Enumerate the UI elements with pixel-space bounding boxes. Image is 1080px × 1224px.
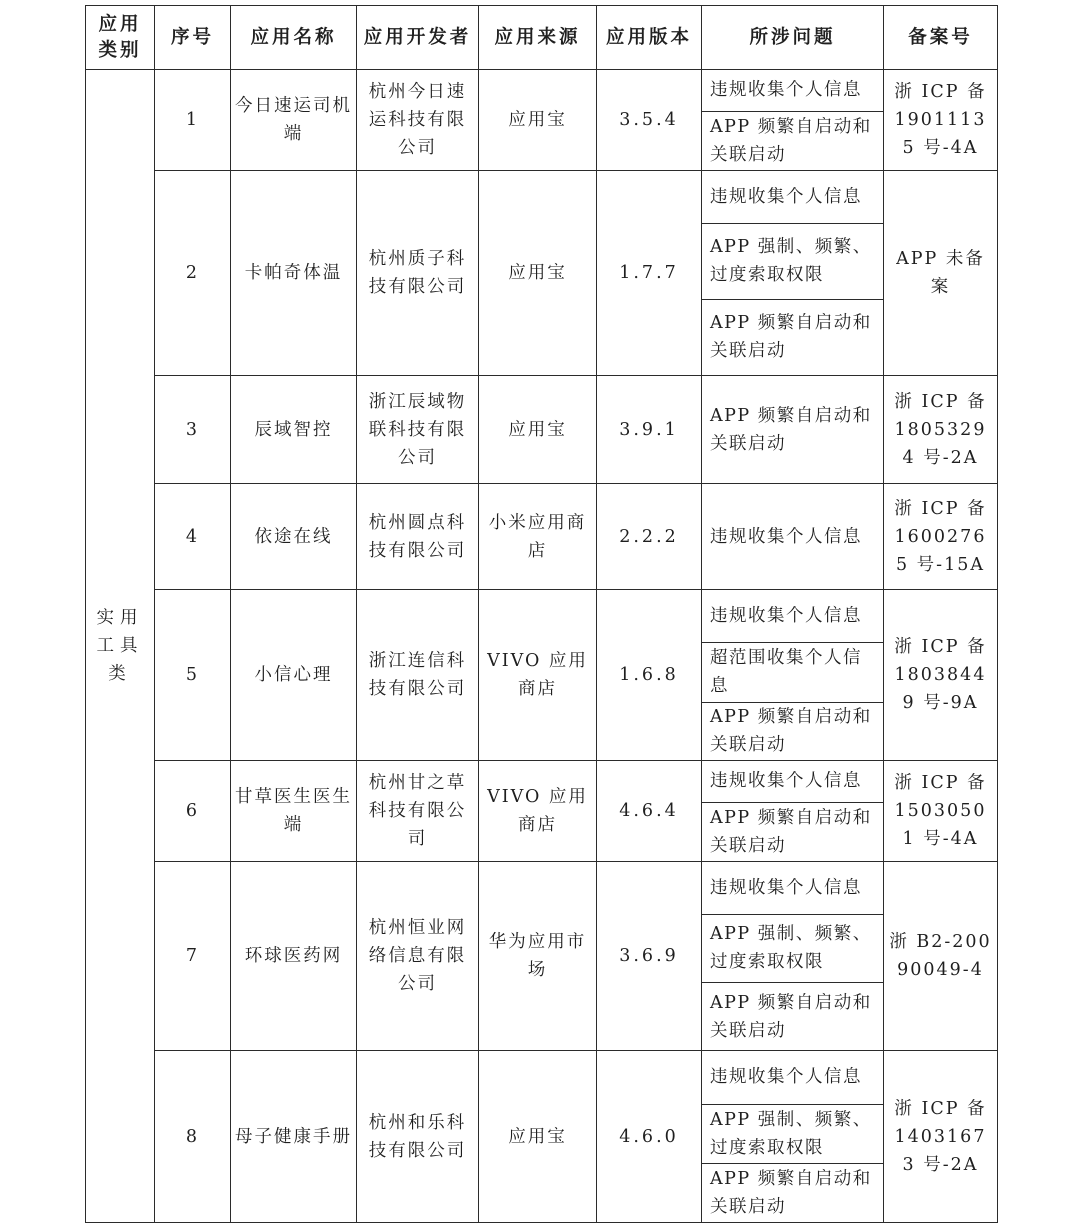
app-source: 应用宝 (479, 1051, 597, 1223)
app-developer: 杭州甘之草科技有限公司 (357, 760, 479, 861)
row-number: 5 (155, 590, 231, 760)
app-version: 1.6.8 (597, 590, 702, 760)
row-number: 8 (155, 1051, 231, 1223)
issue-cell: APP 频繁自启动和关联启动 (702, 983, 884, 1051)
table-row (86, 484, 998, 590)
header-version: 应用版本 (597, 6, 702, 70)
app-name: 甘草医生医生端 (231, 760, 357, 861)
table-body (86, 70, 998, 1223)
row-number: 3 (155, 376, 231, 484)
record-number: 浙 ICP 备 15030501 号-4A (884, 760, 998, 861)
app-version: 1.7.7 (597, 171, 702, 376)
app-name: 环球医药网 (231, 861, 357, 1051)
row-number: 4 (155, 484, 231, 590)
header-row (86, 6, 998, 70)
header-record-number: 备案号 (884, 6, 998, 70)
app-developer: 杭州质子科技有限公司 (357, 171, 479, 376)
record-number: 浙 ICP 备 18038449 号-9A (884, 590, 998, 760)
table-row (86, 760, 998, 802)
app-name: 辰域智控 (231, 376, 357, 484)
app-version: 3.6.9 (597, 861, 702, 1051)
issue-cell: APP 频繁自启动和关联启动 (702, 702, 884, 760)
issue-cell: APP 频繁自启动和关联启动 (702, 376, 884, 484)
app-source: VIVO 应用商店 (479, 590, 597, 760)
app-version: 4.6.4 (597, 760, 702, 861)
table-row (86, 590, 998, 643)
app-version: 4.6.0 (597, 1051, 702, 1223)
app-developer: 杭州圆点科技有限公司 (357, 484, 479, 590)
header-number: 序号 (155, 6, 231, 70)
issue-cell: 违规收集个人信息 (702, 484, 884, 590)
app-source: 应用宝 (479, 171, 597, 376)
issue-cell: 违规收集个人信息 (702, 171, 884, 224)
app-name: 今日速运司机端 (231, 70, 357, 171)
header-developer: 应用开发者 (357, 6, 479, 70)
app-name: 母子健康手册 (231, 1051, 357, 1223)
issue-cell: APP 频繁自启动和关联启动 (702, 299, 884, 376)
issue-cell: APP 强制、频繁、过度索取权限 (702, 224, 884, 300)
record-number: 浙 ICP 备 16002765 号-15A (884, 484, 998, 590)
issue-cell: 违规收集个人信息 (702, 760, 884, 802)
app-developer: 浙江连信科技有限公司 (357, 590, 479, 760)
issue-cell: 违规收集个人信息 (702, 861, 884, 914)
record-number: 浙 B2-20090049-4 (884, 861, 998, 1051)
table-row (86, 70, 998, 112)
app-source: 华为应用市场 (479, 861, 597, 1051)
app-developer: 杭州今日速运科技有限公司 (357, 70, 479, 171)
app-developer: 浙江辰域物联科技有限公司 (357, 376, 479, 484)
issue-cell: APP 频繁自启动和关联启动 (702, 802, 884, 861)
app-name: 小信心理 (231, 590, 357, 760)
category-cell: 实用工具类 (86, 70, 155, 1223)
table-row (86, 376, 998, 484)
issue-cell: 违规收集个人信息 (702, 1051, 884, 1104)
record-number: 浙 ICP 备 19011135 号-4A (884, 70, 998, 171)
app-name: 依途在线 (231, 484, 357, 590)
app-source: 应用宝 (479, 70, 597, 171)
record-number: APP 未备案 (884, 171, 998, 376)
issue-cell: 超范围收集个人信息 (702, 643, 884, 702)
table-row (86, 171, 998, 224)
header-source: 应用来源 (479, 6, 597, 70)
record-number: 浙 ICP 备 18053294 号-2A (884, 376, 998, 484)
row-number: 7 (155, 861, 231, 1051)
app-source: 应用宝 (479, 376, 597, 484)
table-row (86, 861, 998, 914)
issue-cell: APP 频繁自启动和关联启动 (702, 111, 884, 170)
app-source: VIVO 应用商店 (479, 760, 597, 861)
header-app-name: 应用名称 (231, 6, 357, 70)
app-name: 卡帕奇体温 (231, 171, 357, 376)
app-developer: 杭州恒业网络信息有限公司 (357, 861, 479, 1051)
issue-cell: 违规收集个人信息 (702, 590, 884, 643)
table-row (86, 1051, 998, 1104)
app-version: 2.2.2 (597, 484, 702, 590)
row-number: 1 (155, 70, 231, 171)
issue-cell: 违规收集个人信息 (702, 70, 884, 112)
app-violation-table (85, 5, 998, 1223)
app-source: 小米应用商店 (479, 484, 597, 590)
record-number: 浙 ICP 备 14031673 号-2A (884, 1051, 998, 1223)
row-number: 2 (155, 171, 231, 376)
app-version: 3.9.1 (597, 376, 702, 484)
app-developer: 杭州和乐科技有限公司 (357, 1051, 479, 1223)
issue-cell: APP 强制、频繁、过度索取权限 (702, 1104, 884, 1163)
row-number: 6 (155, 760, 231, 861)
header-issues: 所涉问题 (702, 6, 884, 70)
issue-cell: APP 频繁自启动和关联启动 (702, 1163, 884, 1222)
app-version: 3.5.4 (597, 70, 702, 171)
header-category: 应用类别 (86, 6, 155, 70)
issue-cell: APP 强制、频繁、过度索取权限 (702, 914, 884, 982)
